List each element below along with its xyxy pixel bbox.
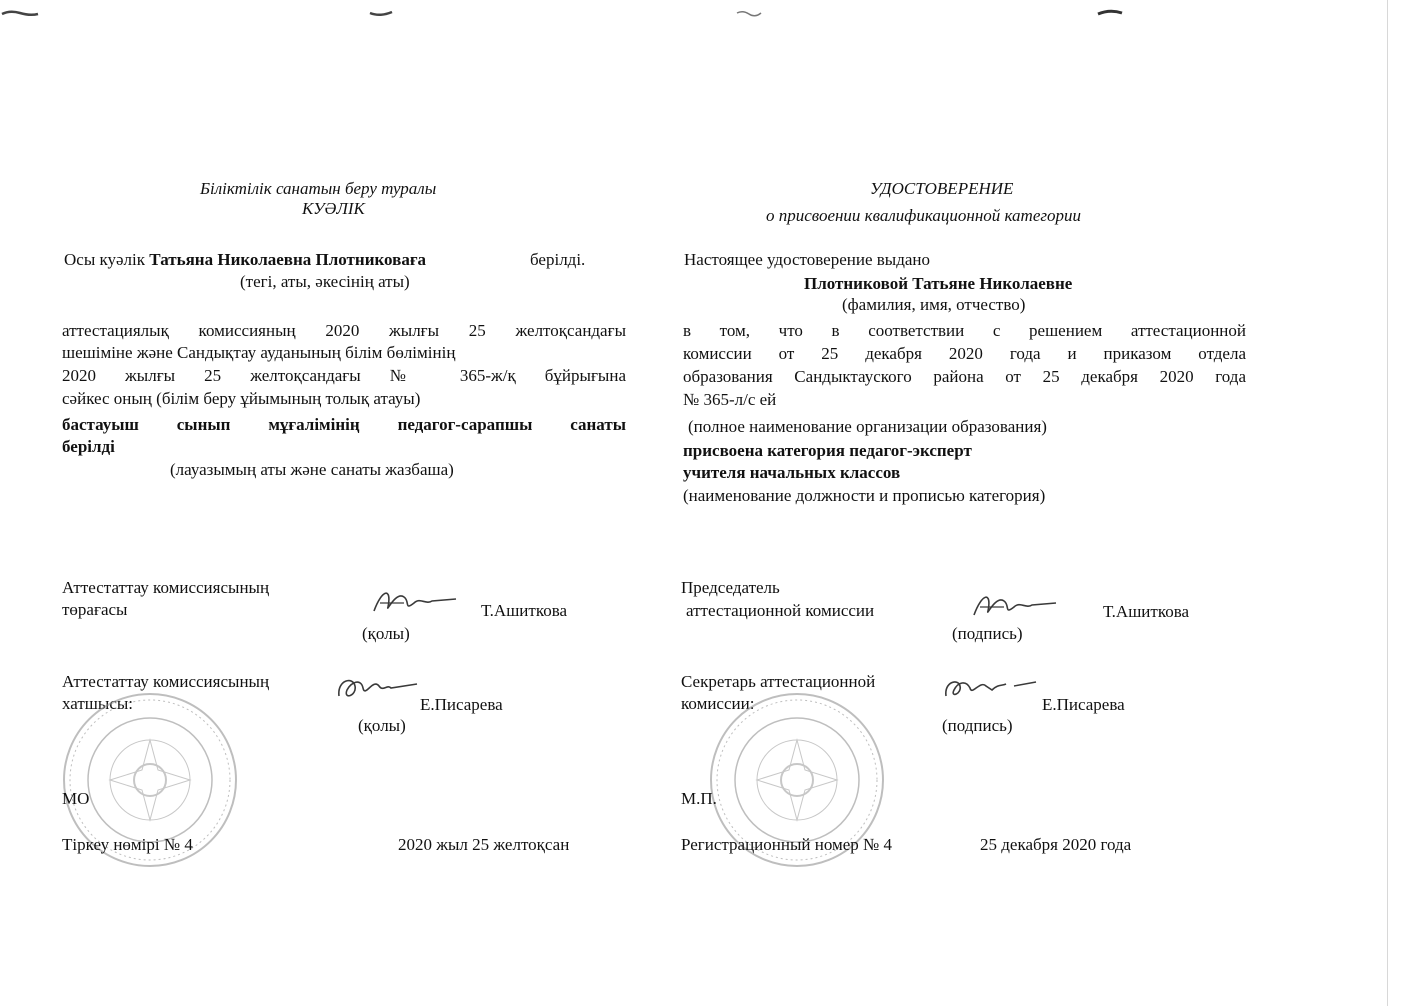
ru-secretary-name: Е.Писарева	[1042, 695, 1125, 714]
kz-secretary-name: Е.Писарева	[420, 695, 503, 714]
ru-secretary-signature	[940, 672, 1040, 706]
ru-category-hint: (наименование должности и прописью категория)	[683, 486, 1046, 505]
kz-title-line1: Біліктілік санатын беру туралы	[200, 179, 437, 198]
ru-org-hint: (полное наименование организации образования)	[688, 417, 1047, 436]
ru-chair-label1: Председатель	[681, 578, 780, 597]
ru-body-line2: комиссии от 25 декабря 2020 года и приказом отдела	[683, 344, 1246, 363]
kz-category-line1: бастауыш сынып мұғалімінің педагог-сарапшы санаты	[62, 415, 626, 434]
russian-certificate	[681, 0, 1424, 1006]
ru-issued-name: Плотниковой Татьяне Николаевне	[804, 274, 1073, 293]
ru-category-line1: присвоена категория педагог-эксперт	[683, 441, 972, 460]
ru-name-hint: (фамилия, имя, отчество)	[842, 295, 1026, 314]
kz-body-line3: 2020 жылғы 25 желтоқсандағы № 365-ж/қ бұйрығына	[62, 366, 626, 385]
ru-chair-label2: аттестационной комиссии	[686, 601, 875, 620]
ru-body-line1: в том, что в соответствии с решением аттестационной	[683, 321, 1246, 340]
kz-title-line2: КУӘЛІК	[302, 199, 365, 218]
ru-chair-sign-hint: (подпись)	[952, 624, 1023, 643]
kz-stamp-place: МО	[62, 789, 90, 808]
kz-body-line1: аттестациялық комиссияның 2020 жылғы 25 желтоқсандағы	[62, 321, 626, 340]
kz-chair-name: Т.Ашиткова	[481, 601, 568, 620]
ru-body-line4: № 365-л/с ей	[683, 390, 777, 409]
kz-chair-label1: Аттестаттау комиссиясының	[62, 578, 270, 597]
kz-secretary-signature	[333, 672, 423, 706]
kz-chair-signature	[370, 583, 460, 619]
ru-issued-prefix: Настоящее удостоверение выдано	[684, 250, 931, 269]
kz-issued-prefix: Осы куәлік	[64, 250, 146, 269]
kz-chair-label2: төрағасы	[62, 600, 128, 619]
kz-issued-suffix: берілді.	[530, 250, 586, 269]
ru-body-line3: образования Сандыктауского района от 25 декабря 2020 года	[683, 367, 1246, 386]
ru-secretary-sign-hint: (подпись)	[942, 716, 1013, 735]
kz-category-hint: (лауазымың аты және санаты жазбаша)	[170, 460, 454, 479]
ru-chair-signature	[970, 587, 1060, 623]
ru-chair-name: Т.Ашиткова	[1103, 602, 1190, 621]
kz-reg-number: Тіркеу нөмірі № 4	[62, 835, 193, 854]
ru-stamp-place: М.П.	[681, 789, 717, 808]
ru-title-line2: о присвоении квалификационной категории	[766, 206, 1082, 225]
ru-reg-date: 25 декабря 2020 года	[980, 835, 1132, 854]
kz-reg-date: 2020 жыл 25 желтоқсан	[398, 835, 570, 854]
ru-secretary-label2: комиссии:	[681, 694, 755, 713]
kz-body-line2: шешіміне және Сандықтау ауданының білім бөлімінің	[62, 343, 456, 362]
kz-secretary-sign-hint: (қолы)	[358, 716, 406, 735]
kz-body-line4: сәйкес оның (білім беру ұйымының толық атауы)	[62, 389, 421, 408]
ru-secretary-label1: Секретарь аттестационной	[681, 672, 876, 691]
ru-title-line1: УДОСТОВЕРЕНИЕ	[870, 179, 1014, 198]
ru-reg-number: Регистрационный номер № 4	[681, 835, 893, 854]
kz-issued-line	[64, 250, 426, 270]
kz-name-hint: (тегі, аты, әкесінің аты)	[240, 272, 410, 291]
kz-secretary-label1: Аттестаттау комиссиясының	[62, 672, 270, 691]
kz-secretary-label2: хатшысы:	[62, 694, 134, 713]
kz-chair-sign-hint: (қолы)	[362, 624, 410, 643]
kz-category-line2: берілді	[62, 437, 115, 456]
ru-category-line2: учителя начальных классов	[683, 463, 901, 482]
kz-issued-name: Татьяна Николаевна Плотниковаға	[149, 250, 427, 269]
